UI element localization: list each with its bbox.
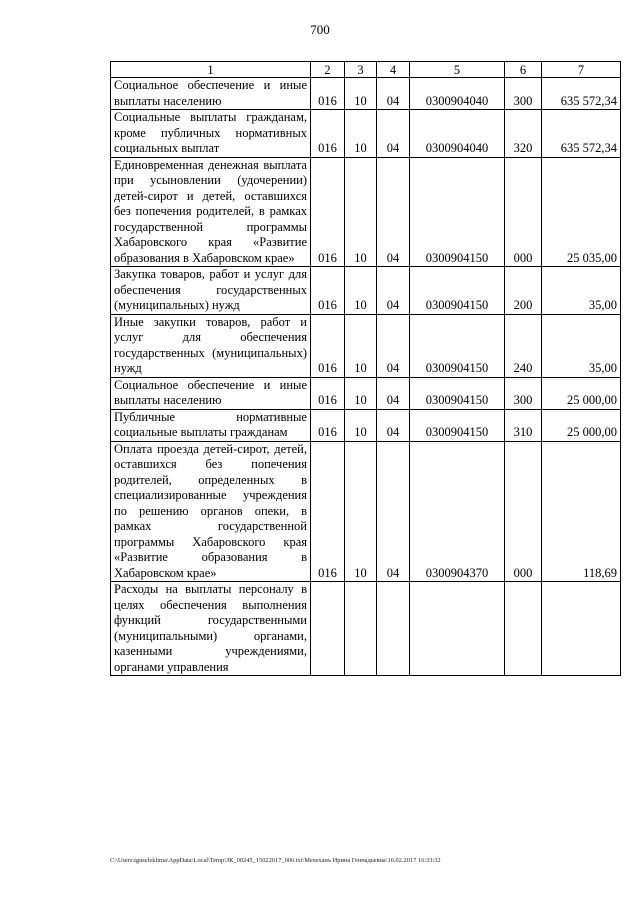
table-row [111, 157, 621, 267]
ministry-code: 016 [311, 441, 345, 582]
expense-type-code: 320 [505, 110, 542, 158]
column-header: 1 [111, 62, 311, 78]
row-description: Оплата проезда детей-сирот, детей, оставшихся без попечения родителей, определенных в специализированные учреждения по решению органов опеки, в рамках государственной программы Хабаровского края «Развитие образования в Хабаровском крае» [111, 441, 311, 582]
subsection-code: 04 [377, 267, 410, 315]
ministry-code: 016 [311, 157, 345, 267]
row-description: Расходы на выплаты персоналу в целях обеспечения выполнения функций государственными (муниципальными) органами, казенными учреждениями, органами управления [111, 582, 311, 676]
target-article-code: 0300904370 [410, 441, 505, 582]
column-header: 4 [377, 62, 410, 78]
subsection-code: 04 [377, 409, 410, 441]
subsection-code: 04 [377, 110, 410, 158]
subsection-code: 04 [377, 441, 410, 582]
table-row [111, 78, 621, 110]
expense-type-code: 200 [505, 267, 542, 315]
expense-type-code [505, 582, 542, 676]
subsection-code [377, 582, 410, 676]
section-code: 10 [345, 314, 377, 377]
table-header-row [111, 62, 621, 78]
table-row [111, 314, 621, 377]
amount: 35,00 [542, 267, 621, 315]
ministry-code: 016 [311, 110, 345, 158]
ministry-code: 016 [311, 78, 345, 110]
table-row [111, 267, 621, 315]
row-description: Единовременная денежная выплата при усыновлении (удочерении) детей-сирот и детей, оставшихся без попечения родителей, в рамках государственной программы Хабаровского края «Развитие образования в Хабаровском крае» [111, 157, 311, 267]
section-code: 10 [345, 409, 377, 441]
expense-type-code: 300 [505, 78, 542, 110]
column-header: 2 [311, 62, 345, 78]
file-path-footer: C:\Users\iguseleklima\AppData\Local\Temp\ЗК_00245_15022017_006.txt\Мехеханъ Ирина Геннадьевна\16.02.2017 16:33:32 [110, 857, 441, 864]
amount: 635 572,34 [542, 78, 621, 110]
table-row [111, 409, 621, 441]
row-description: Социальное обеспечение и иные выплаты населению [111, 78, 311, 110]
target-article-code: 0300904150 [410, 377, 505, 409]
ministry-code: 016 [311, 267, 345, 315]
column-header: 6 [505, 62, 542, 78]
page-number: 700 [310, 22, 330, 37]
target-article-code: 0300904040 [410, 78, 505, 110]
ministry-code: 016 [311, 409, 345, 441]
column-header: 7 [542, 62, 621, 78]
section-code: 10 [345, 78, 377, 110]
row-description: Публичные нормативные социальные выплаты гражданам [111, 409, 311, 441]
table-row [111, 582, 621, 676]
subsection-code: 04 [377, 157, 410, 267]
amount: 635 572,34 [542, 110, 621, 158]
amount: 25 035,00 [542, 157, 621, 267]
subsection-code: 04 [377, 78, 410, 110]
amount: 118,69 [542, 441, 621, 582]
row-description: Социальное обеспечение и иные выплаты населению [111, 377, 311, 409]
row-description: Социальные выплаты гражданам, кроме публичных нормативных социальных выплат [111, 110, 311, 158]
row-description: Закупка товаров, работ и услуг для обеспечения государственных (муниципальных) нужд [111, 267, 311, 315]
amount: 25 000,00 [542, 377, 621, 409]
target-article-code: 0300904150 [410, 157, 505, 267]
amount: 25 000,00 [542, 409, 621, 441]
subsection-code: 04 [377, 377, 410, 409]
section-code: 10 [345, 377, 377, 409]
ministry-code: 016 [311, 377, 345, 409]
expense-type-code: 240 [505, 314, 542, 377]
row-description: Иные закупки товаров, работ и услуг для обеспечения государственных (муниципальных) нужд [111, 314, 311, 377]
expense-type-code: 000 [505, 157, 542, 267]
budget-table [110, 61, 621, 676]
section-code: 10 [345, 267, 377, 315]
table-row [111, 377, 621, 409]
expense-type-code: 300 [505, 377, 542, 409]
target-article-code: 0300904040 [410, 110, 505, 158]
subsection-code: 04 [377, 314, 410, 377]
table-row [111, 441, 621, 582]
target-article-code: 0300904150 [410, 314, 505, 377]
expense-type-code: 310 [505, 409, 542, 441]
amount [542, 582, 621, 676]
amount: 35,00 [542, 314, 621, 377]
section-code: 10 [345, 110, 377, 158]
section-code [345, 582, 377, 676]
table-row [111, 110, 621, 158]
section-code: 10 [345, 157, 377, 267]
ministry-code [311, 582, 345, 676]
section-code: 10 [345, 441, 377, 582]
target-article-code [410, 582, 505, 676]
target-article-code: 0300904150 [410, 267, 505, 315]
target-article-code: 0300904150 [410, 409, 505, 441]
column-header: 3 [345, 62, 377, 78]
column-header: 5 [410, 62, 505, 78]
ministry-code: 016 [311, 314, 345, 377]
expense-type-code: 000 [505, 441, 542, 582]
